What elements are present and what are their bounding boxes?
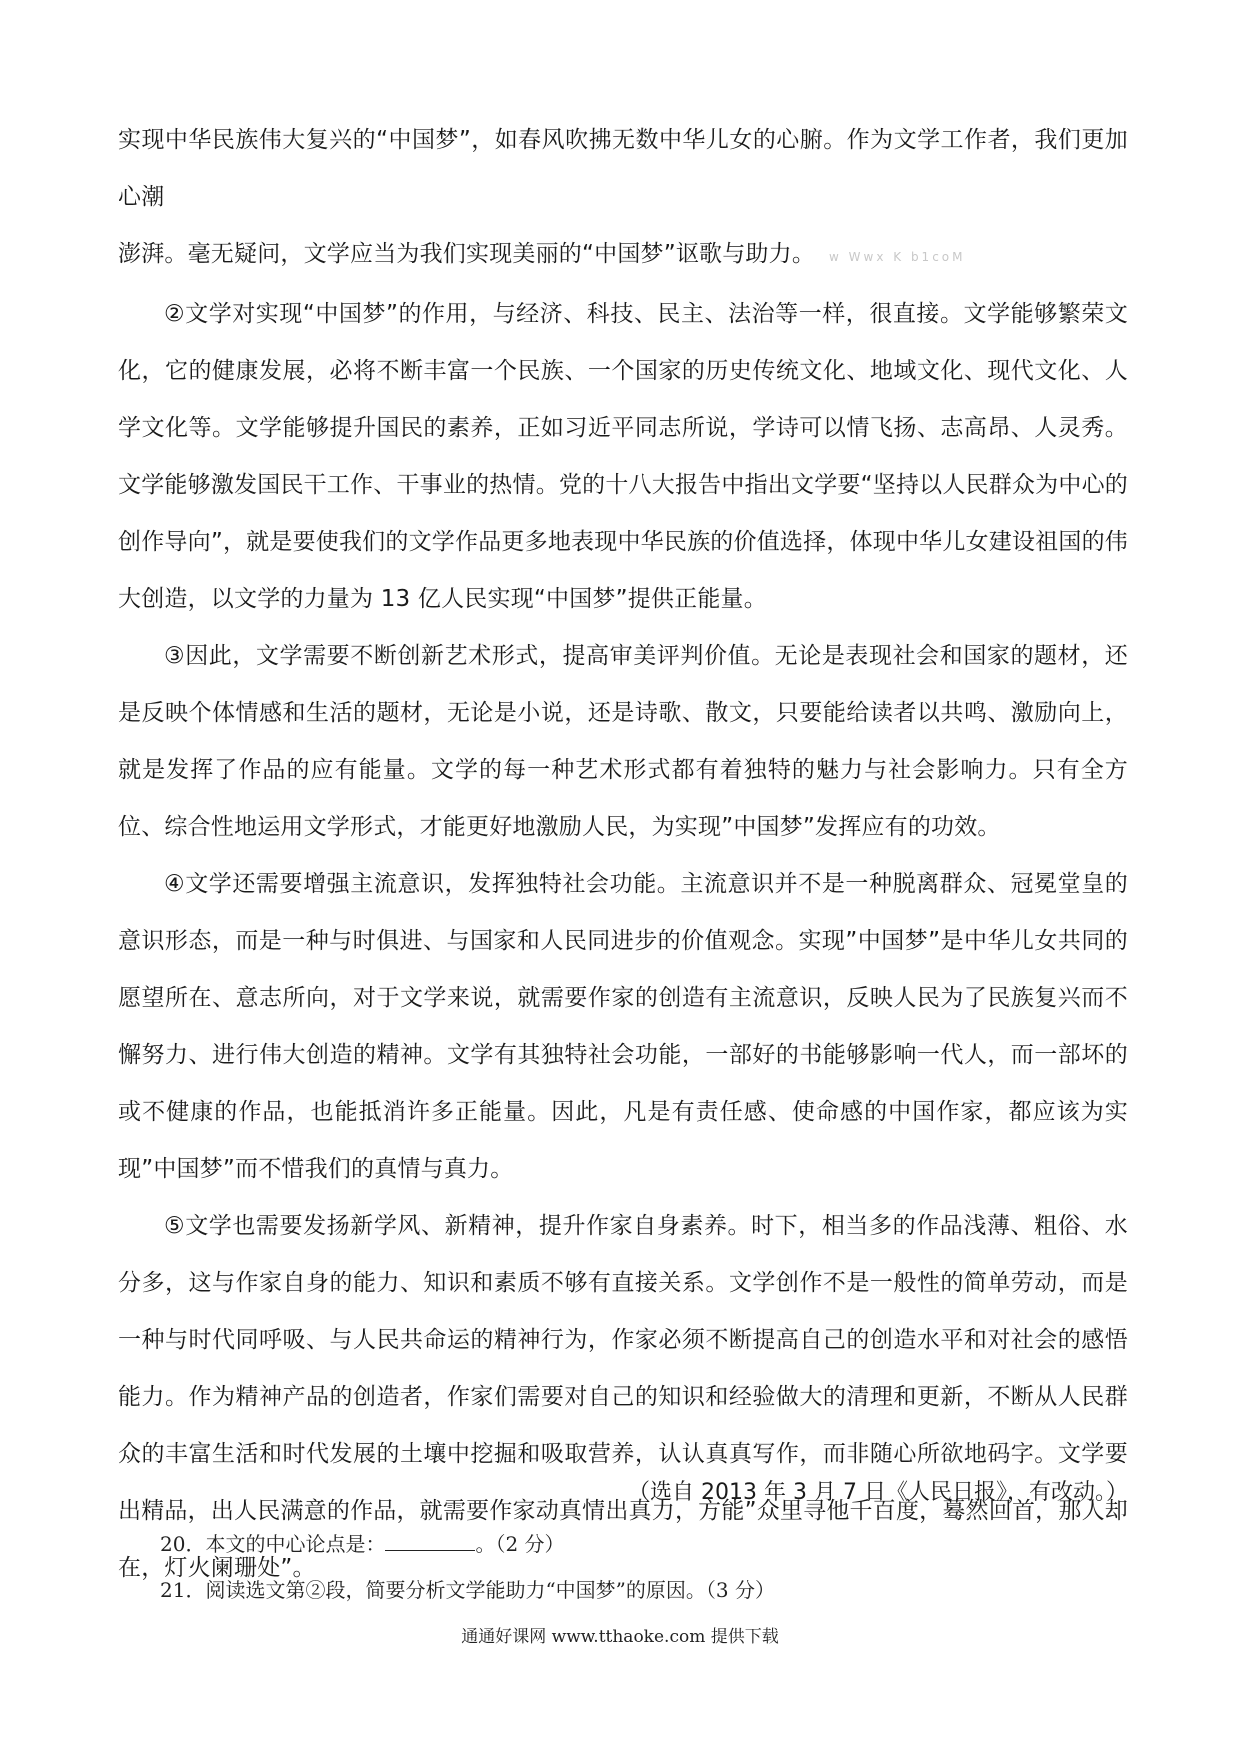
paragraph-5: ⑤文学也需要发扬新学风、新精神，提升作家自身素养。时下，相当多的作品浅薄、粗俗、水分多，这与作家自身的能力、知识和素质不够有直接关系。文学创作不是一般性的简单劳动，而是一种与时代同呼吸、与人民共命运的精神行为，作家必须不断提高自己的创造水平和对社会的感悟能力。作为精神产品的创造者，作家们需要对自己的知识和经验做大的清理和更新，不断从人民群众的丰富生活和时代发展的土壤中挖掘和吸取营养，认认真真写作，而非随心所欲地码字。文学要出精品，出人民满意的作品，就需要作家动真情出真力，方能”众里寻他千百度，蓦然回首，那人却在，灯火阑珊处”。 (118, 1213, 1128, 1581)
answer-blank (385, 1534, 475, 1551)
paragraph-1-line-1: 实现中华民族伟大复兴的“中国梦”，如春风吹拂无数中华儿女的心腑。作为文学工作者，我们更加心潮 (118, 127, 1128, 210)
faint-watermark-text: w Wwx K b1coM (829, 250, 966, 264)
question-20 (160, 1528, 565, 1557)
article-passage (118, 112, 1128, 1597)
article-source: （选自 2013 年 3 月 7 日《人民日报》，有改动。） (628, 1480, 1128, 1505)
page-footer: 通通好课网 www.tthaoke.com 提供下载 (461, 1627, 779, 1647)
paragraph-4: ④文学还需要增强主流意识，发挥独特社会功能。主流意识并不是一种脱离群众、冠冕堂皇的意识形态，而是一种与时俱进、与国家和人民同进步的价值观念。实现”中国梦”是中华儿女共同的愿望所在、意志所向，对于文学来说，就需要作家的创造有主流意识，反映人民为了民族复兴而不懈努力、进行伟大创造的精神。文学有其独特社会功能，一部好的书能够影响一代人，而一部坏的或不健康的作品，也能抵消许多正能量。因此，凡是有责任感、使命感的中国作家，都应该为实现”中国梦”而不惜我们的真情与真力。 (118, 871, 1128, 1182)
paragraph-2: ②文学对实现“中国梦”的作用，与经济、科技、民主、法治等一样，很直接。文学能够繁荣文化，它的健康发展，必将不断丰富一个民族、一个国家的历史传统文化、地域文化、现代文化、人学文化等。文学能够提升国民的素养，正如习近平同志所说，学诗可以情飞扬、志高昂、人灵秀。文学能够激发国民干工作、干事业的热情。党的十八大报告中指出文学要“坚持以人民群众为中心的创作导向”，就是要使我们的文学作品更多地表现中华民族的价值选择，体现中华儿女建设祖国的伟大创造，以文学的力量为 13 亿人民实现“中国梦”提供正能量。 (118, 301, 1128, 612)
paragraph-3: ③因此，文学需要不断创新艺术形式，提高审美评判价值。无论是表现社会和国家的题材，还是反映个体情感和生活的题材，无论是小说，还是诗歌、散文，只要能给读者以共鸣、激励向上，就是发挥了作品的应有能量。文学的每一种艺术形式都有着独特的魅力与社会影响力。只有全方位、综合性地运用文学形式，才能更好地激励人民，为实现”中国梦”发挥应有的功效。 (118, 643, 1128, 840)
paragraph-1 (118, 112, 1128, 286)
paragraph-1-line-2: 澎湃。毫无疑问，文学应当为我们实现美丽的“中国梦”讴歌与助力。 (118, 241, 816, 267)
question-20-score: 。（2 分） (475, 1532, 565, 1556)
question-21: 21．阅读选文第②段，简要分析文学能助力“中国梦”的原因。（3 分） (160, 1578, 775, 1602)
question-20-prompt: 20．本文的中心论点是： (160, 1532, 386, 1556)
